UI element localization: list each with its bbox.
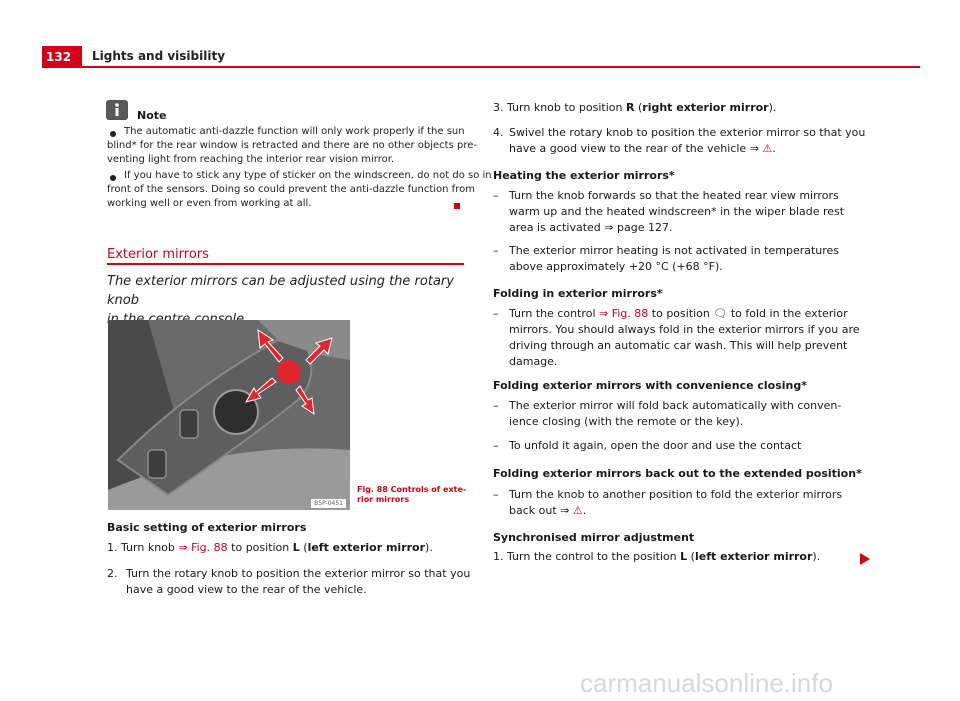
step-4: Swivel the rotary knob to position the exterior mirror so that you have a good view to the rear of the vehicle ⇒ ⚠. <box>509 126 866 155</box>
step-4-num: 4. <box>493 126 504 139</box>
note-text: working well or even from working at all. <box>107 198 312 209</box>
basic-heading: Basic setting of exterior mirrors <box>107 521 307 534</box>
basic-step-1: 1. Turn knob ⇒ Fig. 88 to position L (left exterior mirror). <box>107 541 433 554</box>
conv-heading: Folding exterior mirrors with convenience closing* <box>493 379 808 392</box>
mirror-controls-figure <box>108 320 350 510</box>
bullet-dot <box>110 131 116 137</box>
chapter-title: Lights and visibility <box>92 49 226 63</box>
fold-mirror-icon: 🗨 <box>713 307 728 320</box>
watermark: carmanualsonline.info <box>580 668 833 698</box>
continue-arrow-icon <box>860 550 870 569</box>
heat-item-1: Turn the knob forwards so that the heated rear view mirrors warm up and the heated windscreen* in the wiper blade rest area is activated ⇒ page 127. <box>509 189 845 234</box>
dash: – <box>493 307 499 320</box>
note-text: If you have to stick any type of sticker on the windscreen, do not do so in <box>124 170 492 181</box>
warning-icon[interactable]: ⚠ <box>572 504 583 517</box>
conv-item-2: To unfold it again, open the door and use the contact <box>509 439 802 452</box>
warning-icon[interactable]: ⚠ <box>762 142 773 155</box>
figure-caption: Fig. 88 Controls of exte- rior mirrors <box>357 485 467 504</box>
ext-item: Turn the knob to another position to fold the exterior mirrors back out ⇒ ⚠. <box>509 488 843 517</box>
fold-heading: Folding in exterior mirrors* <box>493 287 663 300</box>
section-rule <box>107 263 464 265</box>
heat-heading: Heating the exterior mirrors* <box>493 169 675 182</box>
conv-item-1: The exterior mirror will fold back automatically with conven- ience closing (with the remote or the key). <box>509 399 842 428</box>
end-marker-icon <box>454 203 460 209</box>
note-icon <box>106 100 128 120</box>
figure-code: B5P-0451 <box>311 499 346 508</box>
note-text: The automatic anti-dazzle function will only work properly if the sun <box>124 126 465 137</box>
sync-heading: Synchronised mirror adjustment <box>493 531 695 544</box>
ext-heading: Folding exterior mirrors back out to the extended position* <box>493 467 862 480</box>
dash: – <box>493 189 499 202</box>
note-label: Note <box>137 109 167 122</box>
header-rule <box>82 66 920 68</box>
dash: – <box>493 488 499 501</box>
basic-step-2: Turn the rotary knob to position the exterior mirror so that you have a good view to the rear of the vehicle. <box>126 567 471 596</box>
section-title: Exterior mirrors <box>107 247 209 262</box>
heat-item-2: The exterior mirror heating is not activated in temperatures above approximately +20 °C (+68 °F). <box>509 244 840 273</box>
note-text: front of the sensors. Doing so could prevent the anti-dazzle function from <box>107 184 475 195</box>
step-3: 3. Turn knob to position R (right exterior mirror). <box>493 101 777 114</box>
note-text: blind* for the rear window is retracted and there are no other objects pre- <box>107 140 477 151</box>
bullet-dot <box>110 175 116 181</box>
dash: – <box>493 439 499 452</box>
figure-link[interactable]: ⇒ Fig. 88 <box>599 307 649 320</box>
fold-item: Turn the control ⇒ Fig. 88 to position 🗨 to fold in the exterior mirrors. You should always fold in the exterior mirrors if you are driving through an automatic car wash. This will help prevent damage. <box>509 307 860 368</box>
page-number: 132 <box>42 46 82 68</box>
basic-step-2-num: 2. <box>107 567 118 580</box>
dash: – <box>493 244 499 257</box>
dash: – <box>493 399 499 412</box>
section-lead: The exterior mirrors can be adjusted using the rotary knob <box>107 274 454 308</box>
note-text: venting light from reaching the interior rear vision mirror. <box>107 154 395 165</box>
figure-link[interactable]: ⇒ Fig. 88 <box>178 541 228 554</box>
sync-step-1: 1. Turn the control to the position L (left exterior mirror). <box>493 550 821 563</box>
